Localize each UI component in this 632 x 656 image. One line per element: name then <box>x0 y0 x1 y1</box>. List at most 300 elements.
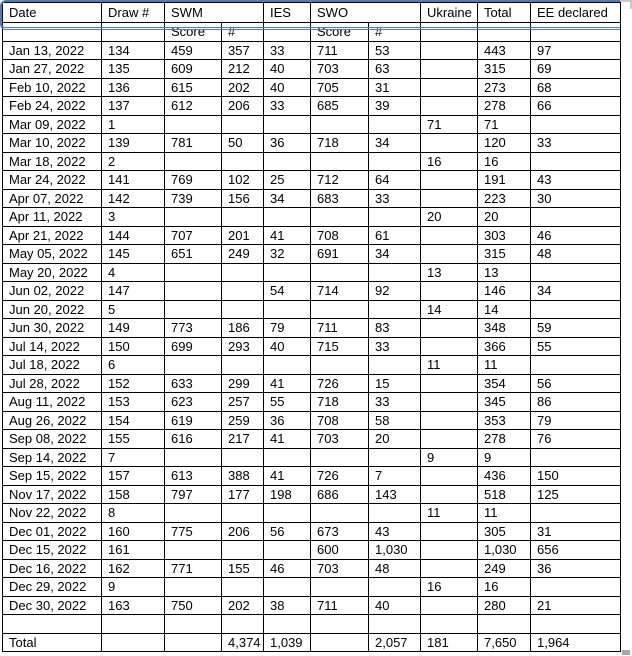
table-cell[interactable]: 38 <box>264 596 311 615</box>
table-cell[interactable]: 703 <box>311 559 369 578</box>
table-cell[interactable] <box>421 430 478 449</box>
table-cell[interactable]: 212 <box>222 60 264 79</box>
table-cell[interactable] <box>165 115 222 134</box>
table-cell[interactable]: 41 <box>264 430 311 449</box>
table-cell[interactable]: 699 <box>165 337 222 356</box>
table-cell[interactable] <box>222 448 264 467</box>
table-cell[interactable]: 25 <box>264 171 311 190</box>
table-cell[interactable] <box>421 319 478 338</box>
column-subheader[interactable] <box>102 23 165 42</box>
table-cell[interactable] <box>222 356 264 375</box>
table-cell[interactable] <box>421 189 478 208</box>
table-cell[interactable]: 141 <box>102 171 165 190</box>
table-cell[interactable] <box>165 504 222 523</box>
table-cell[interactable]: Jun 30, 2022 <box>3 319 102 338</box>
table-cell[interactable]: 56 <box>531 374 621 393</box>
table-cell[interactable]: 34 <box>264 189 311 208</box>
table-cell[interactable]: Dec 15, 2022 <box>3 541 102 560</box>
table-cell[interactable] <box>222 615 264 634</box>
table-cell[interactable] <box>311 615 369 634</box>
table-cell[interactable] <box>369 578 421 597</box>
table-cell[interactable]: 83 <box>369 319 421 338</box>
table-cell[interactable]: 97 <box>531 41 621 60</box>
column-header[interactable]: SWO <box>311 3 421 23</box>
table-cell[interactable]: 156 <box>222 189 264 208</box>
table-cell[interactable]: Jul 18, 2022 <box>3 356 102 375</box>
table-cell[interactable]: 257 <box>222 393 264 412</box>
table-cell[interactable]: 1 <box>102 115 165 134</box>
table-cell[interactable]: 354 <box>478 374 531 393</box>
table-cell[interactable]: 143 <box>369 485 421 504</box>
table-cell[interactable]: Feb 24, 2022 <box>3 97 102 116</box>
table-cell[interactable] <box>369 300 421 319</box>
column-subheader[interactable] <box>478 23 531 42</box>
table-cell[interactable]: 40 <box>264 78 311 97</box>
table-cell[interactable] <box>264 115 311 134</box>
table-cell[interactable]: 703 <box>311 430 369 449</box>
table-cell[interactable]: 59 <box>531 319 621 338</box>
table-cell[interactable]: 4,374 <box>222 633 264 652</box>
table-cell[interactable]: Feb 10, 2022 <box>3 78 102 97</box>
table-cell[interactable]: 58 <box>369 411 421 430</box>
table-cell[interactable]: 726 <box>311 467 369 486</box>
table-cell[interactable]: 7 <box>102 448 165 467</box>
table-cell[interactable]: 711 <box>311 41 369 60</box>
table-cell[interactable]: 366 <box>478 337 531 356</box>
column-subheader[interactable]: Score <box>311 23 369 42</box>
table-cell[interactable] <box>264 208 311 227</box>
table-cell[interactable] <box>421 60 478 79</box>
table-cell[interactable]: 40 <box>369 596 421 615</box>
table-cell[interactable]: 293 <box>222 337 264 356</box>
table-cell[interactable]: 154 <box>102 411 165 430</box>
table-cell[interactable]: Jan 27, 2022 <box>3 60 102 79</box>
table-cell[interactable] <box>421 411 478 430</box>
table-cell[interactable]: 388 <box>222 467 264 486</box>
table-cell[interactable]: 43 <box>369 522 421 541</box>
table-cell[interactable]: 163 <box>102 596 165 615</box>
table-cell[interactable]: 202 <box>222 78 264 97</box>
table-cell[interactable]: 2,057 <box>369 633 421 652</box>
table-cell[interactable]: 68 <box>531 78 621 97</box>
table-cell[interactable]: 162 <box>102 559 165 578</box>
table-cell[interactable] <box>264 152 311 171</box>
table-cell[interactable]: 651 <box>165 245 222 264</box>
table-cell[interactable] <box>222 152 264 171</box>
table-cell[interactable] <box>421 522 478 541</box>
table-cell[interactable]: 15 <box>369 374 421 393</box>
table-cell[interactable] <box>421 467 478 486</box>
table-cell[interactable]: Jun 20, 2022 <box>3 300 102 319</box>
table-cell[interactable]: 9 <box>102 578 165 597</box>
table-cell[interactable] <box>421 226 478 245</box>
table-cell[interactable]: 157 <box>102 467 165 486</box>
table-cell[interactable]: 63 <box>369 60 421 79</box>
table-cell[interactable]: 31 <box>369 78 421 97</box>
table-cell[interactable]: 259 <box>222 411 264 430</box>
table-cell[interactable]: 64 <box>369 171 421 190</box>
table-cell[interactable]: 125 <box>531 485 621 504</box>
table-cell[interactable] <box>222 208 264 227</box>
table-cell[interactable] <box>369 115 421 134</box>
table-cell[interactable] <box>421 596 478 615</box>
table-cell[interactable] <box>478 615 531 634</box>
table-cell[interactable]: Aug 26, 2022 <box>3 411 102 430</box>
table-cell[interactable]: 201 <box>222 226 264 245</box>
column-header[interactable]: Date <box>3 3 102 23</box>
table-cell[interactable]: 771 <box>165 559 222 578</box>
table-cell[interactable]: 707 <box>165 226 222 245</box>
table-cell[interactable] <box>311 152 369 171</box>
table-cell[interactable]: Mar 09, 2022 <box>3 115 102 134</box>
table-cell[interactable] <box>311 633 369 652</box>
table-cell[interactable] <box>369 152 421 171</box>
table-cell[interactable] <box>165 263 222 282</box>
table-cell[interactable] <box>311 356 369 375</box>
table-cell[interactable]: 711 <box>311 319 369 338</box>
column-header[interactable]: Total <box>478 3 531 23</box>
table-cell[interactable] <box>421 485 478 504</box>
table-cell[interactable] <box>421 171 478 190</box>
table-cell[interactable]: Mar 24, 2022 <box>3 171 102 190</box>
table-cell[interactable]: 32 <box>264 245 311 264</box>
table-cell[interactable]: 616 <box>165 430 222 449</box>
table-cell[interactable]: 691 <box>311 245 369 264</box>
table-cell[interactable] <box>264 578 311 597</box>
table-cell[interactable] <box>421 615 478 634</box>
table-cell[interactable]: 718 <box>311 134 369 153</box>
table-cell[interactable]: 76 <box>531 430 621 449</box>
table-cell[interactable] <box>369 208 421 227</box>
table-cell[interactable]: 41 <box>264 374 311 393</box>
table-cell[interactable]: May 05, 2022 <box>3 245 102 264</box>
table-cell[interactable]: 161 <box>102 541 165 560</box>
table-cell[interactable] <box>264 448 311 467</box>
table-cell[interactable]: 33 <box>264 97 311 116</box>
table-cell[interactable] <box>102 633 165 652</box>
table-cell[interactable]: Dec 30, 2022 <box>3 596 102 615</box>
table-cell[interactable] <box>222 504 264 523</box>
table-cell[interactable]: 712 <box>311 171 369 190</box>
column-subheader[interactable] <box>421 23 478 42</box>
table-cell[interactable] <box>369 263 421 282</box>
table-cell[interactable] <box>531 448 621 467</box>
table-cell[interactable]: 16 <box>478 578 531 597</box>
table-cell[interactable]: 21 <box>531 596 621 615</box>
table-cell[interactable]: 54 <box>264 282 311 301</box>
table-cell[interactable]: 79 <box>264 319 311 338</box>
column-header[interactable]: EE declared <box>531 3 621 23</box>
table-cell[interactable]: 16 <box>421 152 478 171</box>
table-cell[interactable]: 48 <box>531 245 621 264</box>
table-cell[interactable]: 71 <box>421 115 478 134</box>
table-cell[interactable] <box>264 263 311 282</box>
table-cell[interactable]: 9 <box>478 448 531 467</box>
table-cell[interactable]: 20 <box>478 208 531 227</box>
column-subheader[interactable]: # <box>369 23 421 42</box>
table-cell[interactable]: 3 <box>102 208 165 227</box>
table-cell[interactable]: 773 <box>165 319 222 338</box>
table-cell[interactable]: 43 <box>531 171 621 190</box>
table-cell[interactable]: 436 <box>478 467 531 486</box>
table-cell[interactable] <box>531 115 621 134</box>
table-cell[interactable]: 206 <box>222 522 264 541</box>
table-cell[interactable]: 1,039 <box>264 633 311 652</box>
table-cell[interactable] <box>369 448 421 467</box>
table-cell[interactable]: 11 <box>478 504 531 523</box>
table-cell[interactable]: 36 <box>264 411 311 430</box>
table-cell[interactable]: Dec 29, 2022 <box>3 578 102 597</box>
table-cell[interactable] <box>222 578 264 597</box>
table-cell[interactable]: 41 <box>264 467 311 486</box>
table-cell[interactable] <box>165 448 222 467</box>
table-cell[interactable]: 55 <box>531 337 621 356</box>
table-cell[interactable]: 13 <box>421 263 478 282</box>
table-cell[interactable]: 48 <box>369 559 421 578</box>
table-cell[interactable]: 152 <box>102 374 165 393</box>
table-cell[interactable]: 142 <box>102 189 165 208</box>
table-cell[interactable]: Jun 02, 2022 <box>3 282 102 301</box>
table-cell[interactable]: 155 <box>222 559 264 578</box>
table-cell[interactable]: 612 <box>165 97 222 116</box>
table-cell[interactable]: 348 <box>478 319 531 338</box>
table-cell[interactable] <box>531 578 621 597</box>
table-cell[interactable]: 715 <box>311 337 369 356</box>
table-cell[interactable] <box>222 541 264 560</box>
table-cell[interactable]: 705 <box>311 78 369 97</box>
table-cell[interactable] <box>102 615 165 634</box>
column-header[interactable]: Draw # <box>102 3 165 23</box>
table-cell[interactable]: 145 <box>102 245 165 264</box>
table-cell[interactable]: 33 <box>369 189 421 208</box>
table-cell[interactable]: 36 <box>531 559 621 578</box>
table-cell[interactable]: 186 <box>222 319 264 338</box>
table-cell[interactable]: 14 <box>478 300 531 319</box>
table-cell[interactable]: 633 <box>165 374 222 393</box>
table-cell[interactable]: 20 <box>369 430 421 449</box>
table-cell[interactable]: 34 <box>369 134 421 153</box>
table-cell[interactable]: 181 <box>421 633 478 652</box>
column-subheader[interactable] <box>531 23 621 42</box>
column-subheader[interactable] <box>264 23 311 42</box>
table-cell[interactable]: 739 <box>165 189 222 208</box>
table-cell[interactable] <box>531 208 621 227</box>
table-cell[interactable] <box>165 152 222 171</box>
table-cell[interactable]: Dec 01, 2022 <box>3 522 102 541</box>
table-cell[interactable]: 55 <box>264 393 311 412</box>
table-cell[interactable]: 7 <box>369 467 421 486</box>
table-cell[interactable]: 600 <box>311 541 369 560</box>
table-cell[interactable]: May 20, 2022 <box>3 263 102 282</box>
table-cell[interactable] <box>369 615 421 634</box>
table-cell[interactable]: Nov 17, 2022 <box>3 485 102 504</box>
table-cell[interactable]: 459 <box>165 41 222 60</box>
table-cell[interactable] <box>165 282 222 301</box>
table-cell[interactable]: 136 <box>102 78 165 97</box>
table-cell[interactable]: 769 <box>165 171 222 190</box>
table-cell[interactable] <box>531 504 621 523</box>
table-cell[interactable] <box>165 356 222 375</box>
table-cell[interactable]: 153 <box>102 393 165 412</box>
table-cell[interactable]: 280 <box>478 596 531 615</box>
table-cell[interactable] <box>311 300 369 319</box>
table-cell[interactable]: 14 <box>421 300 478 319</box>
table-cell[interactable]: 53 <box>369 41 421 60</box>
table-cell[interactable] <box>531 152 621 171</box>
table-cell[interactable]: 305 <box>478 522 531 541</box>
table-cell[interactable]: Total <box>3 633 102 652</box>
table-cell[interactable]: 708 <box>311 411 369 430</box>
table-cell[interactable] <box>222 300 264 319</box>
table-cell[interactable]: 206 <box>222 97 264 116</box>
table-cell[interactable]: 61 <box>369 226 421 245</box>
table-cell[interactable] <box>165 578 222 597</box>
table-cell[interactable]: 177 <box>222 485 264 504</box>
table-cell[interactable] <box>421 41 478 60</box>
table-cell[interactable]: 33 <box>369 393 421 412</box>
table-cell[interactable]: 137 <box>102 97 165 116</box>
table-cell[interactable]: 345 <box>478 393 531 412</box>
table-cell[interactable]: 40 <box>264 337 311 356</box>
table-cell[interactable] <box>264 300 311 319</box>
table-cell[interactable]: 5 <box>102 300 165 319</box>
table-cell[interactable]: 619 <box>165 411 222 430</box>
table-cell[interactable]: 686 <box>311 485 369 504</box>
table-cell[interactable]: 775 <box>165 522 222 541</box>
table-cell[interactable] <box>311 263 369 282</box>
table-cell[interactable]: 20 <box>421 208 478 227</box>
table-cell[interactable] <box>421 134 478 153</box>
table-cell[interactable]: 223 <box>478 189 531 208</box>
table-cell[interactable]: 7,650 <box>478 633 531 652</box>
table-cell[interactable]: 92 <box>369 282 421 301</box>
table-cell[interactable]: Apr 21, 2022 <box>3 226 102 245</box>
table-cell[interactable] <box>222 115 264 134</box>
table-cell[interactable]: 315 <box>478 245 531 264</box>
table-cell[interactable]: 278 <box>478 97 531 116</box>
table-cell[interactable]: 69 <box>531 60 621 79</box>
table-cell[interactable]: 303 <box>478 226 531 245</box>
table-cell[interactable] <box>421 393 478 412</box>
table-cell[interactable]: 16 <box>421 578 478 597</box>
table-cell[interactable] <box>531 300 621 319</box>
table-cell[interactable]: 56 <box>264 522 311 541</box>
table-cell[interactable]: 11 <box>421 504 478 523</box>
table-cell[interactable] <box>531 356 621 375</box>
table-cell[interactable] <box>165 300 222 319</box>
table-cell[interactable]: 36 <box>264 134 311 153</box>
table-cell[interactable]: Jul 28, 2022 <box>3 374 102 393</box>
table-cell[interactable]: 249 <box>478 559 531 578</box>
table-resize-handle[interactable] <box>622 650 630 655</box>
table-cell[interactable]: 685 <box>311 97 369 116</box>
table-cell[interactable]: 30 <box>531 189 621 208</box>
table-cell[interactable]: 120 <box>478 134 531 153</box>
table-cell[interactable]: 50 <box>222 134 264 153</box>
table-cell[interactable]: 518 <box>478 485 531 504</box>
table-cell[interactable]: 46 <box>531 226 621 245</box>
table-cell[interactable]: 16 <box>478 152 531 171</box>
table-cell[interactable]: 191 <box>478 171 531 190</box>
table-cell[interactable]: 8 <box>102 504 165 523</box>
table-cell[interactable]: 34 <box>531 282 621 301</box>
table-cell[interactable]: 278 <box>478 430 531 449</box>
table-cell[interactable]: Sep 08, 2022 <box>3 430 102 449</box>
table-cell[interactable]: 33 <box>264 41 311 60</box>
table-cell[interactable]: 39 <box>369 97 421 116</box>
table-cell[interactable]: 135 <box>102 60 165 79</box>
table-cell[interactable]: 9 <box>421 448 478 467</box>
table-cell[interactable]: 708 <box>311 226 369 245</box>
table-cell[interactable]: 656 <box>531 541 621 560</box>
table-cell[interactable]: 781 <box>165 134 222 153</box>
table-cell[interactable]: Mar 18, 2022 <box>3 152 102 171</box>
table-cell[interactable] <box>311 115 369 134</box>
table-cell[interactable]: 718 <box>311 393 369 412</box>
table-cell[interactable]: 149 <box>102 319 165 338</box>
table-cell[interactable] <box>421 282 478 301</box>
table-cell[interactable]: Mar 10, 2022 <box>3 134 102 153</box>
table-cell[interactable] <box>311 448 369 467</box>
table-cell[interactable] <box>3 615 102 634</box>
table-cell[interactable] <box>311 208 369 227</box>
table-cell[interactable]: 4 <box>102 263 165 282</box>
table-cell[interactable]: 160 <box>102 522 165 541</box>
table-cell[interactable]: 273 <box>478 78 531 97</box>
table-cell[interactable]: 66 <box>531 97 621 116</box>
table-cell[interactable]: 683 <box>311 189 369 208</box>
table-cell[interactable] <box>264 541 311 560</box>
table-cell[interactable]: 34 <box>369 245 421 264</box>
table-cell[interactable] <box>165 208 222 227</box>
table-cell[interactable]: 217 <box>222 430 264 449</box>
table-cell[interactable]: 673 <box>311 522 369 541</box>
table-cell[interactable]: 46 <box>264 559 311 578</box>
table-cell[interactable]: 86 <box>531 393 621 412</box>
table-cell[interactable]: 609 <box>165 60 222 79</box>
table-cell[interactable]: Sep 14, 2022 <box>3 448 102 467</box>
table-cell[interactable]: 797 <box>165 485 222 504</box>
table-cell[interactable] <box>421 97 478 116</box>
table-cell[interactable]: 1,964 <box>531 633 621 652</box>
table-cell[interactable]: 79 <box>531 411 621 430</box>
table-cell[interactable] <box>311 578 369 597</box>
table-cell[interactable]: 11 <box>478 356 531 375</box>
table-cell[interactable]: 703 <box>311 60 369 79</box>
table-cell[interactable]: 150 <box>531 467 621 486</box>
table-cell[interactable]: 41 <box>264 226 311 245</box>
column-header[interactable]: Ukraine <box>421 3 478 23</box>
table-cell[interactable]: Apr 11, 2022 <box>3 208 102 227</box>
table-cell[interactable]: 134 <box>102 41 165 60</box>
column-subheader[interactable]: # <box>222 23 264 42</box>
table-cell[interactable]: 1,030 <box>478 541 531 560</box>
table-cell[interactable]: 613 <box>165 467 222 486</box>
table-cell[interactable] <box>531 615 621 634</box>
table-cell[interactable]: 249 <box>222 245 264 264</box>
column-subheader[interactable]: Score <box>165 23 222 42</box>
table-cell[interactable]: 357 <box>222 41 264 60</box>
table-cell[interactable]: 158 <box>102 485 165 504</box>
table-cell[interactable]: 623 <box>165 393 222 412</box>
table-cell[interactable] <box>369 356 421 375</box>
table-cell[interactable] <box>311 504 369 523</box>
table-cell[interactable] <box>421 374 478 393</box>
table-cell[interactable]: 6 <box>102 356 165 375</box>
table-cell[interactable]: 150 <box>102 337 165 356</box>
table-cell[interactable] <box>222 263 264 282</box>
table-cell[interactable]: 13 <box>478 263 531 282</box>
